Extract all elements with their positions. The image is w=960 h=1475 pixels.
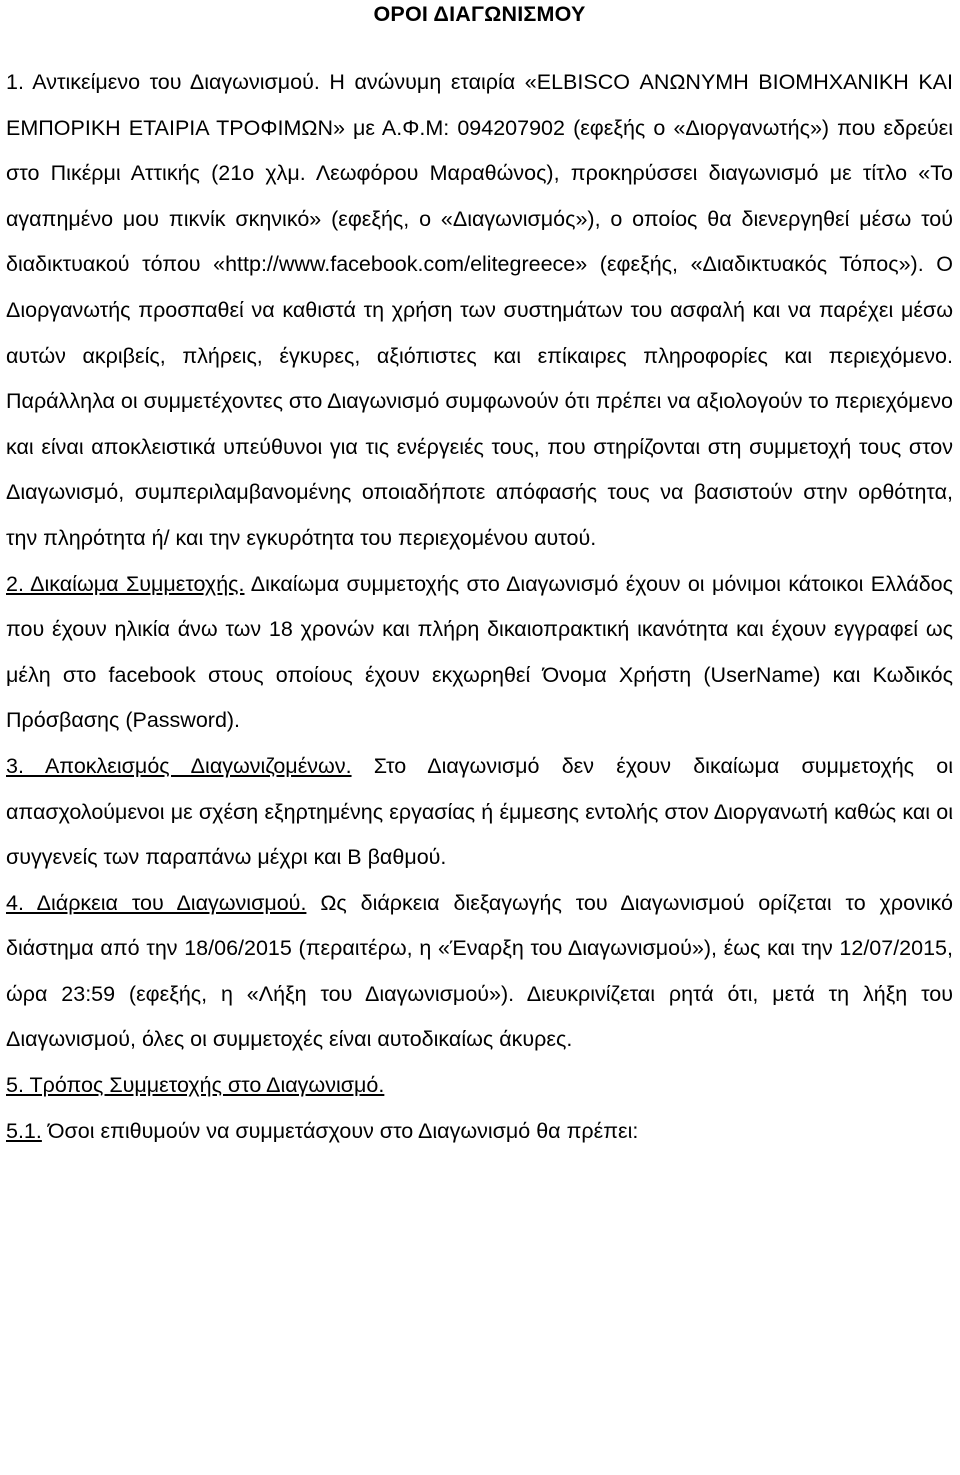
section-1 xyxy=(6,60,953,562)
section-5-1-heading: 5.1. xyxy=(6,1118,42,1143)
section-2 xyxy=(6,562,953,744)
section-3-body: Στο Διαγωνισμό δεν έχουν δικαίωμα συμμετοχής οι απασχολούμενοι με σχέση εξηρτημένης εργασίας ή έμμεσης εντολής στον Διοργανωτή καθώς και οι συγγενείς των παραπάνω μέχρι και Β βαθμού. xyxy=(6,753,954,870)
section-4 xyxy=(6,881,953,1063)
section-4-body: Ως διάρκεια διεξαγωγής του Διαγωνισμού ορίζεται το χρονικό διάστημα από την 18/06/2015 (περαιτέρω, η «Έναρξη του Διαγωνισμού»), έως και την 12/07/2015, ώρα 23:59 (εφεξής, η «Λήξη του Διαγωνισμού»). Διευκρινίζεται ρητά ότι, μετά τη λήξη του Διαγωνισμού, όλες οι συμμετοχές είναι αυτοδικαίως άκυρες. xyxy=(6,890,953,1052)
section-1-heading: 1. Αντικείμενο του Διαγωνισμού. xyxy=(6,70,320,94)
section-3-heading: 3. Αποκλεισμός Διαγωνιζομένων. xyxy=(6,753,352,778)
document-title: ΟΡΟΙ ΔΙΑΓΩΝΙΣΜΟΥ xyxy=(373,2,586,26)
section-5-heading: 5. Τρόπος Συμμετοχής στο Διαγωνισμό. xyxy=(6,1073,385,1098)
section-5-1-body: Όσοι επιθυμούν να συμμετάσχουν στο Διαγωνισμό θα πρέπει: xyxy=(47,1118,639,1143)
document-body xyxy=(6,60,953,1154)
section-2-body: Δικαίωμα συμμετοχής στο Διαγωνισμό έχουν οι μόνιμοι κάτοικοι Ελλάδος που έχουν ηλικία άνω των 18 χρονών και πλήρη δικαιοπρακτική ικανότητα και έχουν εγγραφεί ως μέλη στο facebook στους οποίους έχουν εκχωρηθεί Όνομα Χρήστη (UserName) και Κωδικός Πρόσβασης (Password). xyxy=(6,571,953,733)
section-5 xyxy=(6,1063,953,1109)
section-4-heading: 4. Διάρκεια του Διαγωνισμού. xyxy=(6,890,307,915)
section-5-1 xyxy=(6,1109,953,1155)
section-1-body: Η ανώνυμη εταιρία «ELBISCO ΑΝΩΝΥΜΗ ΒΙΟΜΗΧΑΝΙΚΗ ΚΑΙ ΕΜΠΟΡΙΚΗ ΕΤΑΙΡΙΑ ΤΡΟΦΙΜΩΝ» με Α.Φ.Μ: 094207902 (εφεξής ο «Διοργανωτής») που εδρεύει στο Πικέρμι Αττικής (21ο χλμ. Λεωφόρου Μαραθώνος), προκηρύσσει διαγωνισμό με τίτλο «Το αγαπημένο μου πικνίκ σκηνικό» (εφεξής, ο «Διαγωνισμός»), ο οποίος θα διενεργηθεί μέσω τού διαδικτυακού τόπου «http://www.facebook.com/elitegreece» (εφεξής, «Διαδικτυακός Τόπος»). Ο Διοργανωτής προσπαθεί να καθιστά τη χρήση των συστημάτων του ασφαλή και να παρέχει μέσω αυτών ακριβείς, πλήρεις, έγκυρες, αξιόπιστες και επίκαιρες πληροφορίες και περιεχόμενο. Παράλληλα οι συμμετέχοντες στο Διαγωνισμό συμφωνούν ότι πρέπει να αξιολογούν το περιεχόμενο και είναι αποκλειστικά υπεύθυνοι για τις ενέργειές τους, που στηρίζονται στη συμμετοχή τους στον Διαγωνισμό, συμπεριλαμβανομένης οποιαδήποτε απόφασής τους να βασιστούν στην ορθότητα, την πληρότητα ή/ και την εγκυρότητα του περιεχομένου αυτού. xyxy=(6,70,953,550)
section-3 xyxy=(6,744,953,881)
section-2-heading: 2. Δικαίωμα Συμμετοχής. xyxy=(6,571,245,596)
